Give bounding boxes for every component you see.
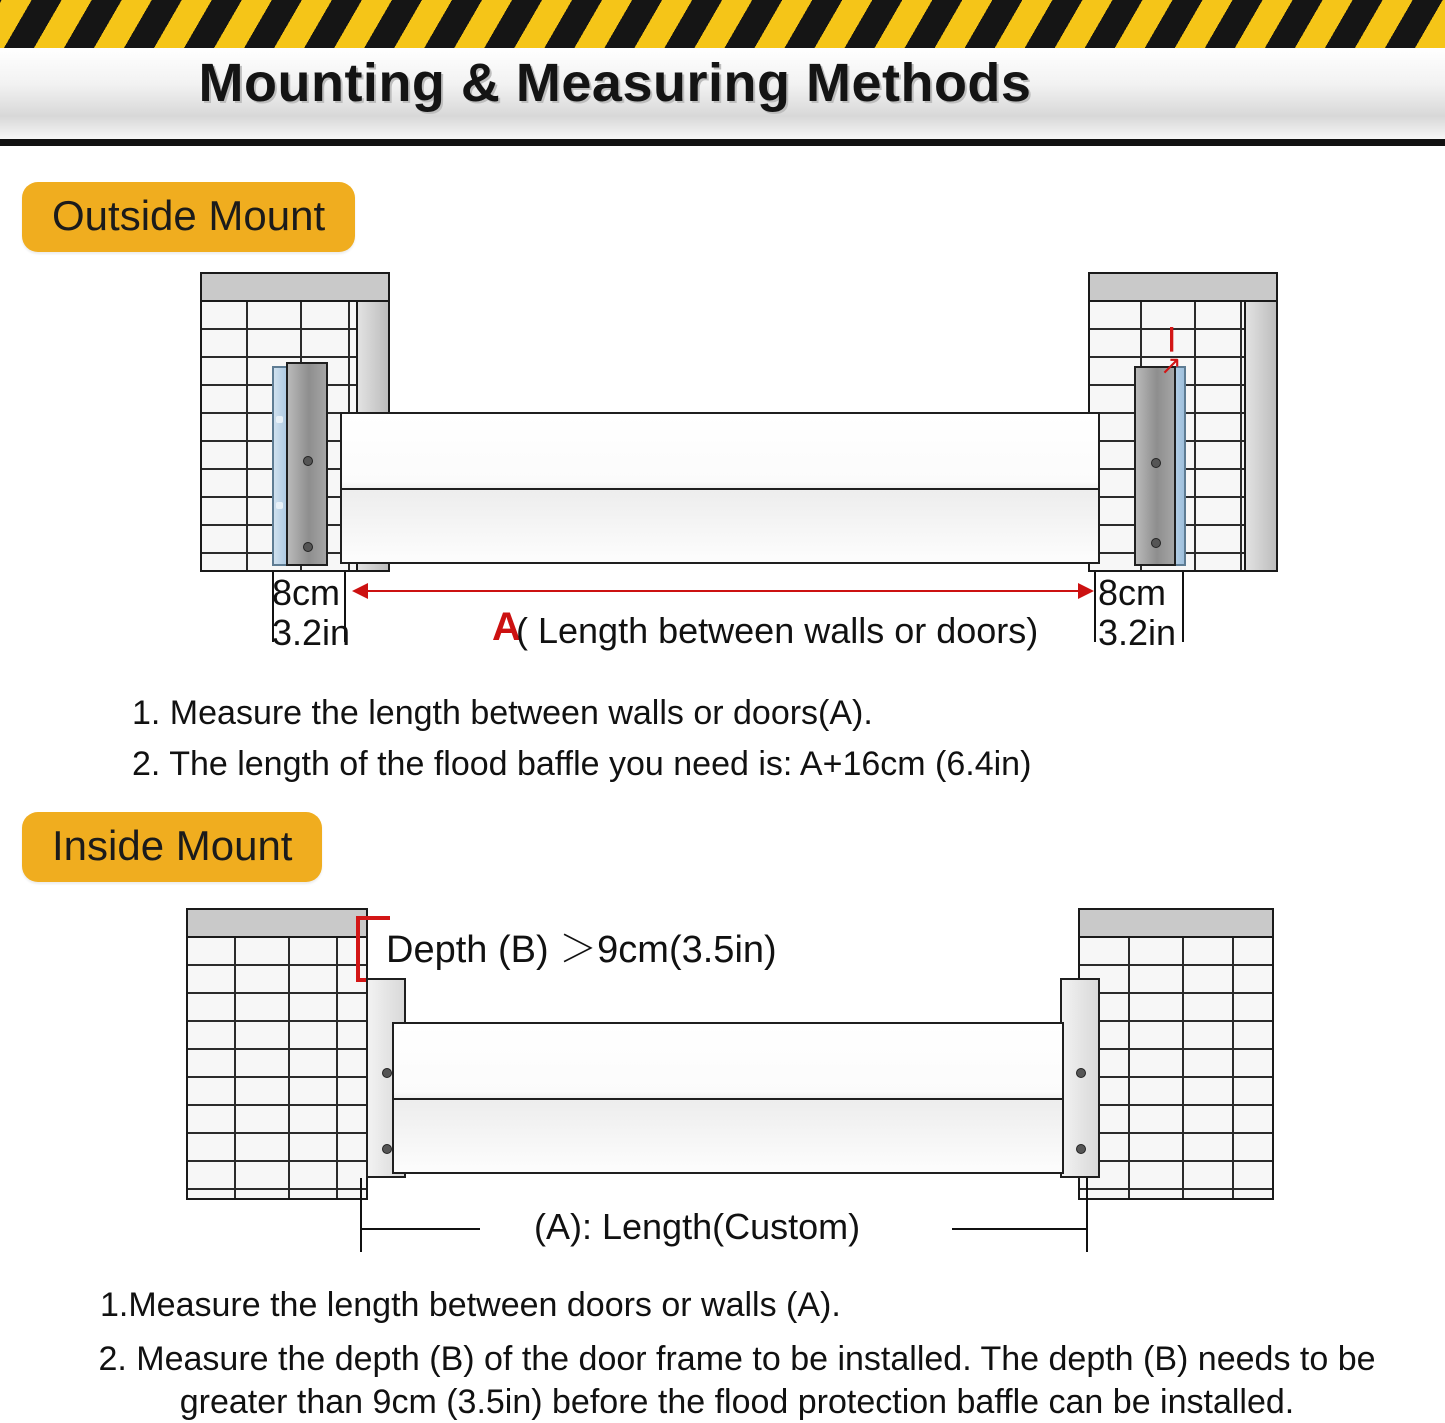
inside-step-2: 2. Measure the depth (B) of the door frame to be installed. The depth (B) needs to be greater than 9cm (3.5in) before the flood protection baffle can be installed. [98, 1340, 1376, 1421]
a-marker: A [492, 605, 521, 649]
dimension-line-A [364, 590, 1080, 592]
header-banner [0, 0, 1445, 155]
outside-left-dim-in: 3.2in [272, 612, 351, 653]
dim-tick [1086, 1178, 1088, 1252]
dim-tick [1182, 572, 1184, 642]
wall-cap [1088, 272, 1278, 302]
right-arrow-icon [1078, 583, 1094, 599]
page-title: Mounting & Measuring Methods [198, 53, 1032, 113]
section-label-outside-mount: Outside Mount [22, 182, 355, 252]
inside-depth-note: Depth (B) ＞9cm(3.5in) [386, 929, 777, 971]
dim-tick [1094, 572, 1096, 642]
wall-cap [200, 272, 390, 302]
inside-length-caption: (A): Length(Custom) [534, 1206, 861, 1247]
outside-step-2: 2. The length of the flood baffle you need is: A+16cm (6.4in) [132, 745, 1032, 783]
red-pointer-icon: ↗ [1160, 350, 1182, 380]
outside-right-dim-in: 3.2in [1098, 612, 1177, 653]
dimension-line-right [952, 1228, 1086, 1230]
red-tick-icon: | [1168, 322, 1176, 352]
wall-face [1078, 936, 1274, 1200]
wall-side [1244, 300, 1278, 572]
outside-flood-baffle [340, 412, 1100, 564]
outside-right-dim-cm: 8cm [1098, 572, 1167, 613]
wall-cap [186, 908, 368, 938]
inside-flood-baffle [392, 1022, 1064, 1174]
inside-left-wall [186, 908, 368, 1200]
outside-left-dim-cm: 8cm [272, 572, 341, 613]
left-arrow-icon [352, 583, 368, 599]
dimension-line-left [360, 1228, 480, 1230]
inside-right-wall [1078, 908, 1274, 1200]
inside-step-1: 1.Measure the length between doors or walls (A). [100, 1286, 841, 1324]
a-caption: ( Length between walls or doors) [516, 610, 1039, 651]
outside-left-bracket [286, 362, 328, 566]
outside-step-1: 1. Measure the length between walls or doors(A). [132, 694, 873, 732]
dim-tick [360, 1178, 362, 1252]
depth-bracket-icon [356, 916, 390, 982]
outside-right-bracket [1134, 366, 1176, 566]
wall-cap [1078, 908, 1274, 938]
inside-right-bracket [1060, 978, 1100, 1178]
wall-face [186, 936, 368, 1200]
hazard-stripe-icon [0, 0, 1445, 51]
section-label-inside-mount: Inside Mount [22, 812, 322, 882]
